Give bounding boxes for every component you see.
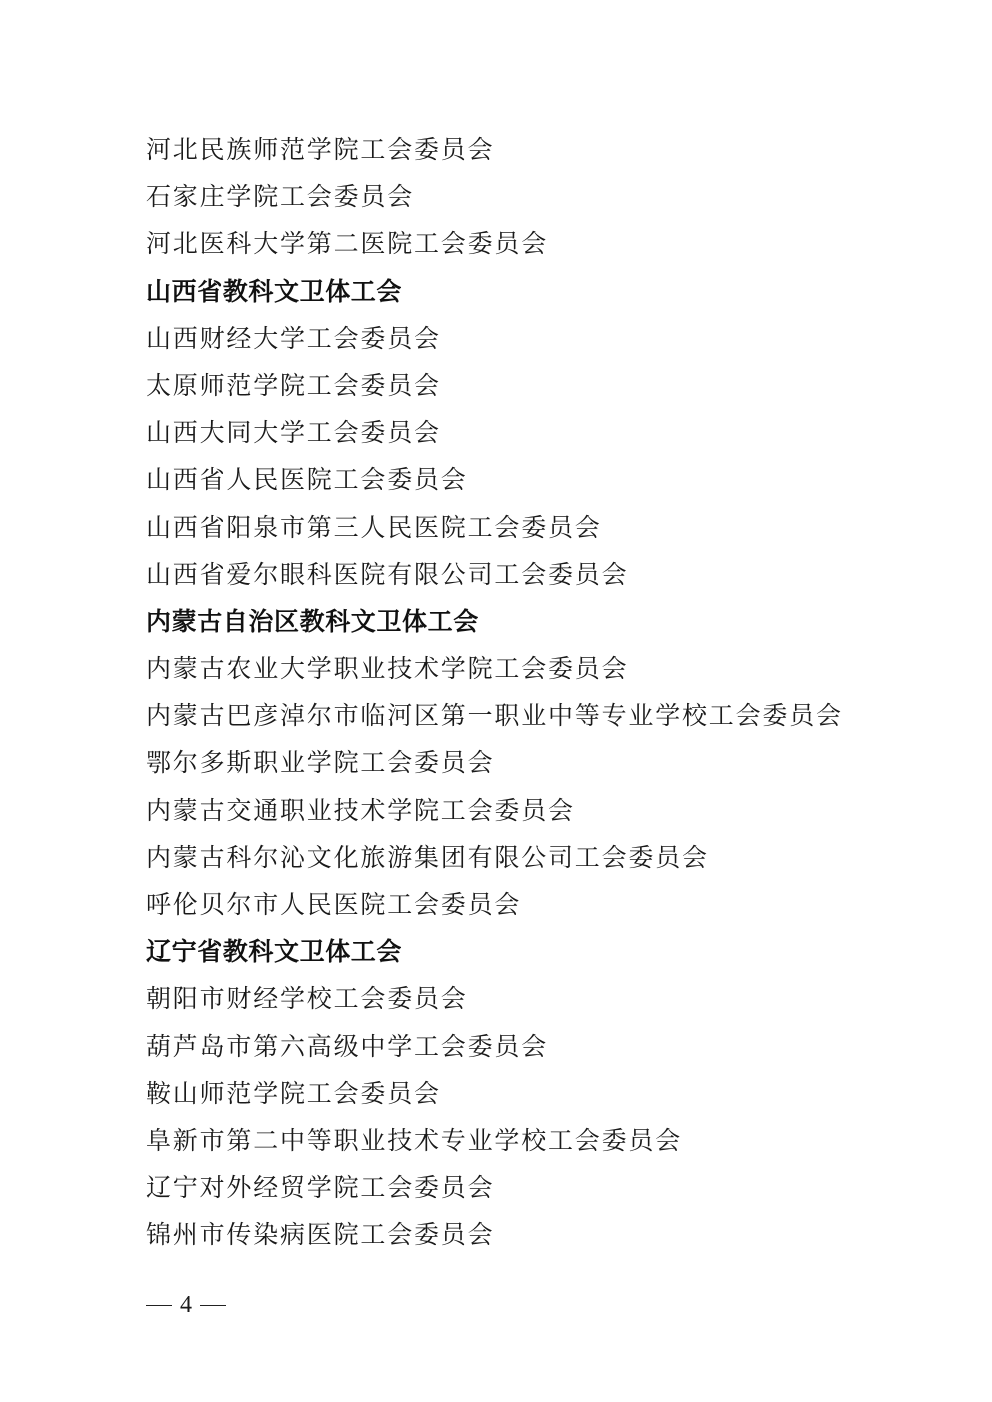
page-number: 4 — [180, 1292, 192, 1318]
section-heading: 辽宁省教科文卫体工会 — [146, 937, 403, 967]
list-item: 山西省爱尔眼科医院有限公司工会委员会 — [146, 559, 629, 589]
list-item: 阜新市第二中等职业技术专业学校工会委员会 — [146, 1125, 683, 1155]
list-item: 朝阳市财经学校工会委员会 — [146, 984, 468, 1014]
footer-dash-right — [200, 1305, 226, 1306]
section-heading: 内蒙古自治区教科文卫体工会 — [146, 606, 479, 636]
list-item: 葫芦岛市第六高级中学工会委员会 — [146, 1031, 549, 1061]
list-item: 山西大同大学工会委员会 — [146, 418, 441, 448]
list-item: 呼伦贝尔市人民医院工会委员会 — [146, 890, 522, 919]
list-item: 山西省人民医院工会委员会 — [146, 465, 468, 495]
footer-dash-left — [146, 1305, 172, 1306]
list-item: 内蒙古巴彦淖尔市临河区第一职业中等专业学校工会委员会 — [146, 701, 843, 731]
list-item: 锦州市传染病医院工会委员会 — [146, 1220, 495, 1250]
list-item: 石家庄学院工会委员会 — [146, 182, 415, 212]
union-list — [146, 126, 946, 1259]
list-item: 鞍山师范学院工会委员会 — [146, 1078, 441, 1108]
page-footer — [146, 1290, 226, 1320]
list-item: 内蒙古交通职业技术学院工会委员会 — [146, 795, 575, 825]
list-item: 太原师范学院工会委员会 — [146, 370, 441, 400]
list-item: 内蒙古农业大学职业技术学院工会委员会 — [146, 654, 629, 684]
list-item: 鄂尔多斯职业学院工会委员会 — [146, 748, 495, 778]
list-item: 河北民族师范学院工会委员会 — [146, 135, 495, 164]
section-heading: 山西省教科文卫体工会 — [146, 276, 403, 306]
list-item: 山西省阳泉市第三人民医院工会委员会 — [146, 512, 602, 542]
list-item: 山西财经大学工会委员会 — [146, 323, 441, 353]
list-item: 辽宁对外经贸学院工会委员会 — [146, 1173, 495, 1203]
list-item: 内蒙古科尔沁文化旅游集团有限公司工会委员会 — [146, 842, 709, 872]
list-item: 河北医科大学第二医院工会委员会 — [146, 229, 549, 259]
